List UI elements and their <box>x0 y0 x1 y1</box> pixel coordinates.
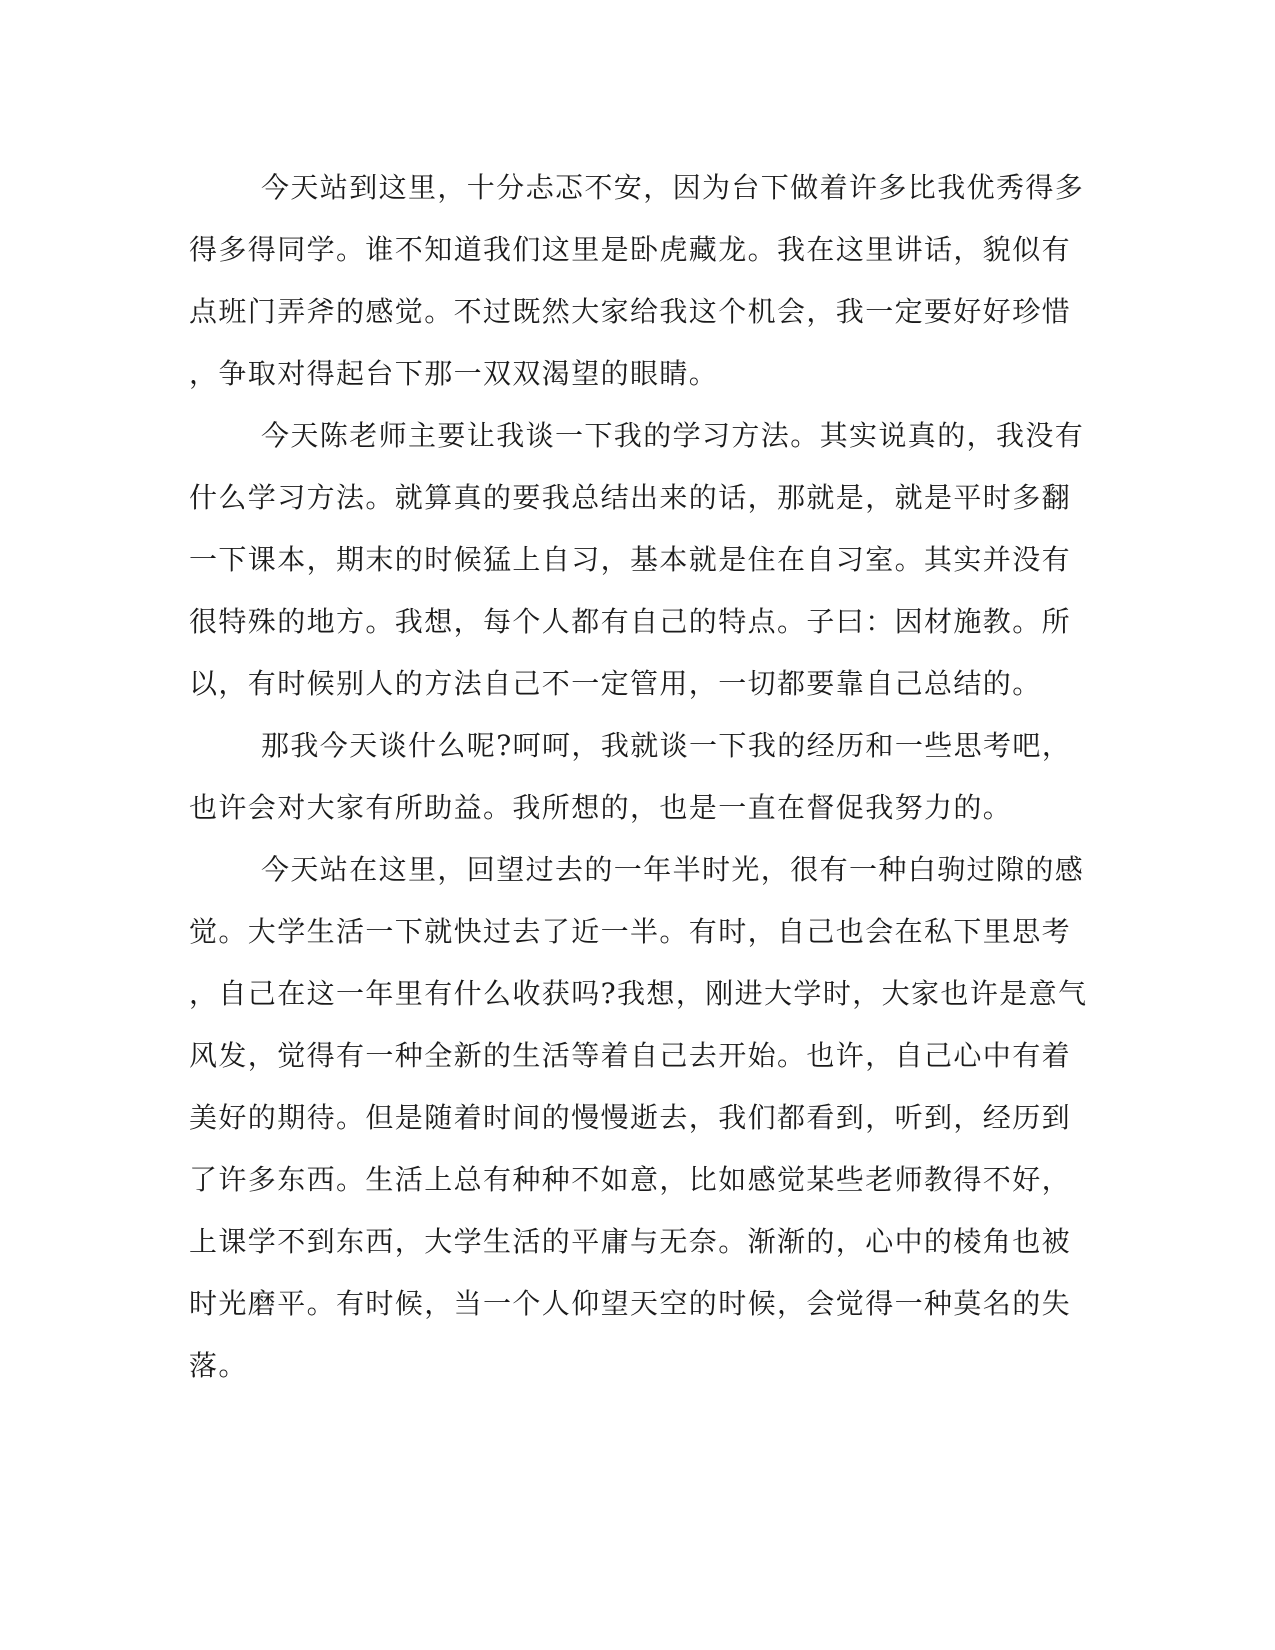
text-line: 得多得同学。谁不知道我们这里是卧虎藏龙。我在这里讲话，貌似有 <box>189 233 1072 266</box>
text-line: 上课学不到东西，大学生活的平庸与无奈。渐渐的，心中的棱角也被 <box>189 1225 1072 1258</box>
text-line: 点班门弄斧的感觉。不过既然大家给我这个机会，我一定要好好珍惜 <box>189 295 1072 328</box>
text-line: 今天站在这里，回望过去的一年半时光，很有一种白驹过隙的感 <box>261 853 1085 886</box>
text-line: 很特殊的地方。我想，每个人都有自己的特点。子曰：因材施教。所 <box>189 605 1072 638</box>
document-body <box>189 157 1094 1397</box>
text-line: 觉。大学生活一下就快过去了近一半。有时，自己也会在私下里思考 <box>189 915 1072 948</box>
text-line: 风发，觉得有一种全新的生活等着自己去开始。也许，自己心中有着 <box>189 1039 1072 1072</box>
text-line: 时光磨平。有时候，当一个人仰望天空的时候，会觉得一种莫名的失 <box>189 1287 1072 1320</box>
paragraph-4 <box>189 839 1094 1397</box>
text-line: 了许多东西。生活上总有种种不如意，比如感觉某些老师教得不好， <box>189 1163 1072 1196</box>
paragraph-3 <box>189 715 1094 839</box>
text-line: 什么学习方法。就算真的要我总结出来的话，那就是，就是平时多翻 <box>189 481 1072 514</box>
text-line: 以，有时候别人的方法自己不一定管用，一切都要靠自己总结的。 <box>189 667 1042 700</box>
text-line: 那我今天谈什么呢?呵呵，我就谈一下我的经历和一些思考吧， <box>261 729 1072 762</box>
text-line: 一下课本，期末的时候猛上自习，基本就是住在自习室。其实并没有 <box>189 543 1072 576</box>
text-line: ，争取对得起台下那一双双渴望的眼睛。 <box>189 357 719 390</box>
text-line: 美好的期待。但是随着时间的慢慢逝去，我们都看到，听到，经历到 <box>189 1101 1072 1134</box>
text-line: ，自己在这一年里有什么收获吗?我想，刚进大学时，大家也许是意气 <box>189 977 1088 1010</box>
text-line: 今天陈老师主要让我谈一下我的学习方法。其实说真的，我没有 <box>261 419 1085 452</box>
paragraph-2 <box>189 405 1094 715</box>
text-line: 也许会对大家有所助益。我所想的，也是一直在督促我努力的。 <box>189 791 1013 824</box>
text-line: 落。 <box>189 1349 248 1382</box>
paragraph-1 <box>189 157 1094 405</box>
text-line: 今天站到这里，十分忐忑不安，因为台下做着许多比我优秀得多 <box>261 171 1085 204</box>
